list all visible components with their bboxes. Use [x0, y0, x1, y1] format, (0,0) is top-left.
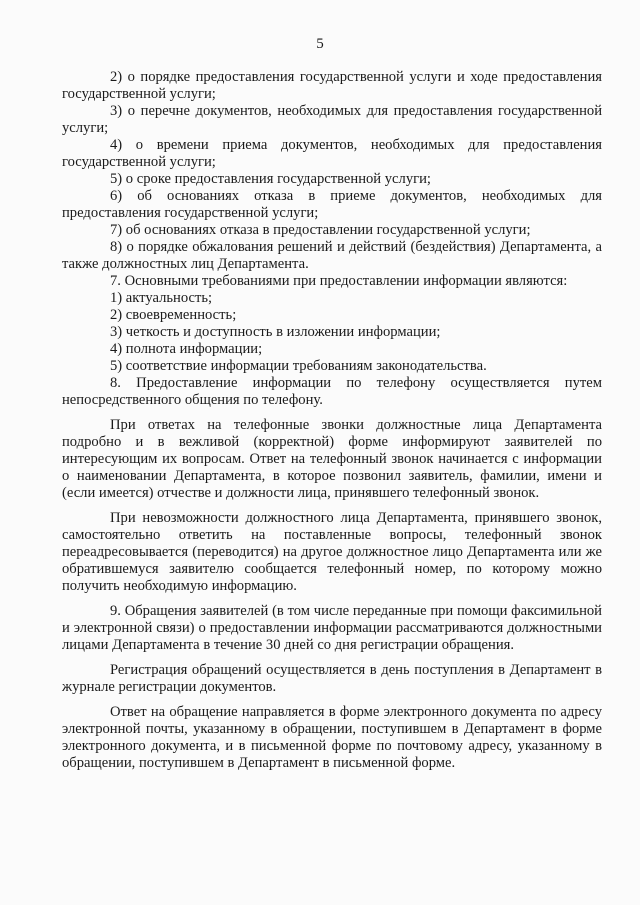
- requirement-3: 3) четкость и доступность в изложении информации;: [110, 324, 441, 340]
- requirement-2: 2) своевременность;: [110, 307, 237, 323]
- response-paragraph: Ответ на обращение направляется в форме электронного документа по адресу электронной почты, указанному в обращении, поступившем в Департамент в форме электронного документа, и в письменной форме по почтовому адресу, указанному в обращении, поступившем в Департамент в письменной форме.: [62, 704, 602, 771]
- list-item-5: 5) о сроке предоставления государственной услуги;: [110, 171, 431, 187]
- document-body: [62, 69, 602, 772]
- requirement-1: 1) актуальность;: [110, 290, 213, 306]
- registration-paragraph: Регистрация обращений осуществляется в день поступления в Департамент в журнале регистрации документов.: [62, 662, 602, 695]
- list-item-8: 8) о порядке обжалования решений и действий (бездействия) Департамента, а также должностных лиц Департамента.: [62, 239, 602, 272]
- list-item-7: 7) об основаниях отказа в предоставлении государственной услуги;: [110, 222, 531, 238]
- list-item-2: 2) о порядке предоставления государственной услуги и ходе предоставления государственной услуги;: [62, 69, 602, 102]
- list-item-3: 3) о перечне документов, необходимых для предоставления государственной услуги;: [62, 103, 602, 136]
- list-item-4: 4) о времени приема документов, необходимых для предоставления государственной услуги;: [62, 137, 602, 170]
- requirement-4: 4) полнота информации;: [110, 341, 263, 357]
- clause-7-heading: 7. Основными требованиями при предоставлении информации являются:: [110, 273, 568, 289]
- list-item-6: 6) об основаниях отказа в приеме документов, необходимых для предоставления государственной услуги;: [62, 188, 602, 221]
- page-number: 5: [316, 36, 324, 52]
- clause-9: 9. Обращения заявителей (в том числе переданные при помощи факсимильной и электронной связи) о предоставлении информации рассматриваются должностными лицами Департамента в течение 30 дней со дня регистрации обращения.: [62, 603, 602, 653]
- clause-8: 8. Предоставление информации по телефону осуществляется путем непосредственного общения по телефону.: [62, 375, 602, 408]
- requirement-5: 5) соответствие информации требованиям законодательства.: [110, 358, 487, 374]
- phone-answers-paragraph: При ответах на телефонные звонки должностные лица Департамента подробно и в вежливой (корректной) форме информируют заявителей по интересующим их вопросам. Ответ на телефонный звонок начинается с информации о наименовании Департамента, в которое позвонил заявитель, фамилии, имени и (если имеется) отчестве и должности лица, принявшего телефонный звонок.: [62, 417, 602, 501]
- phone-redirect-paragraph: При невозможности должностного лица Департамента, принявшего звонок, самостоятельно ответить на поставленные вопросы, телефонный звонок переадресовывается (переводится) на другое должностное лицо Департамента или же обратившемуся заявителю сообщается телефонный номер, по которому можно получить необходимую информацию.: [62, 510, 602, 594]
